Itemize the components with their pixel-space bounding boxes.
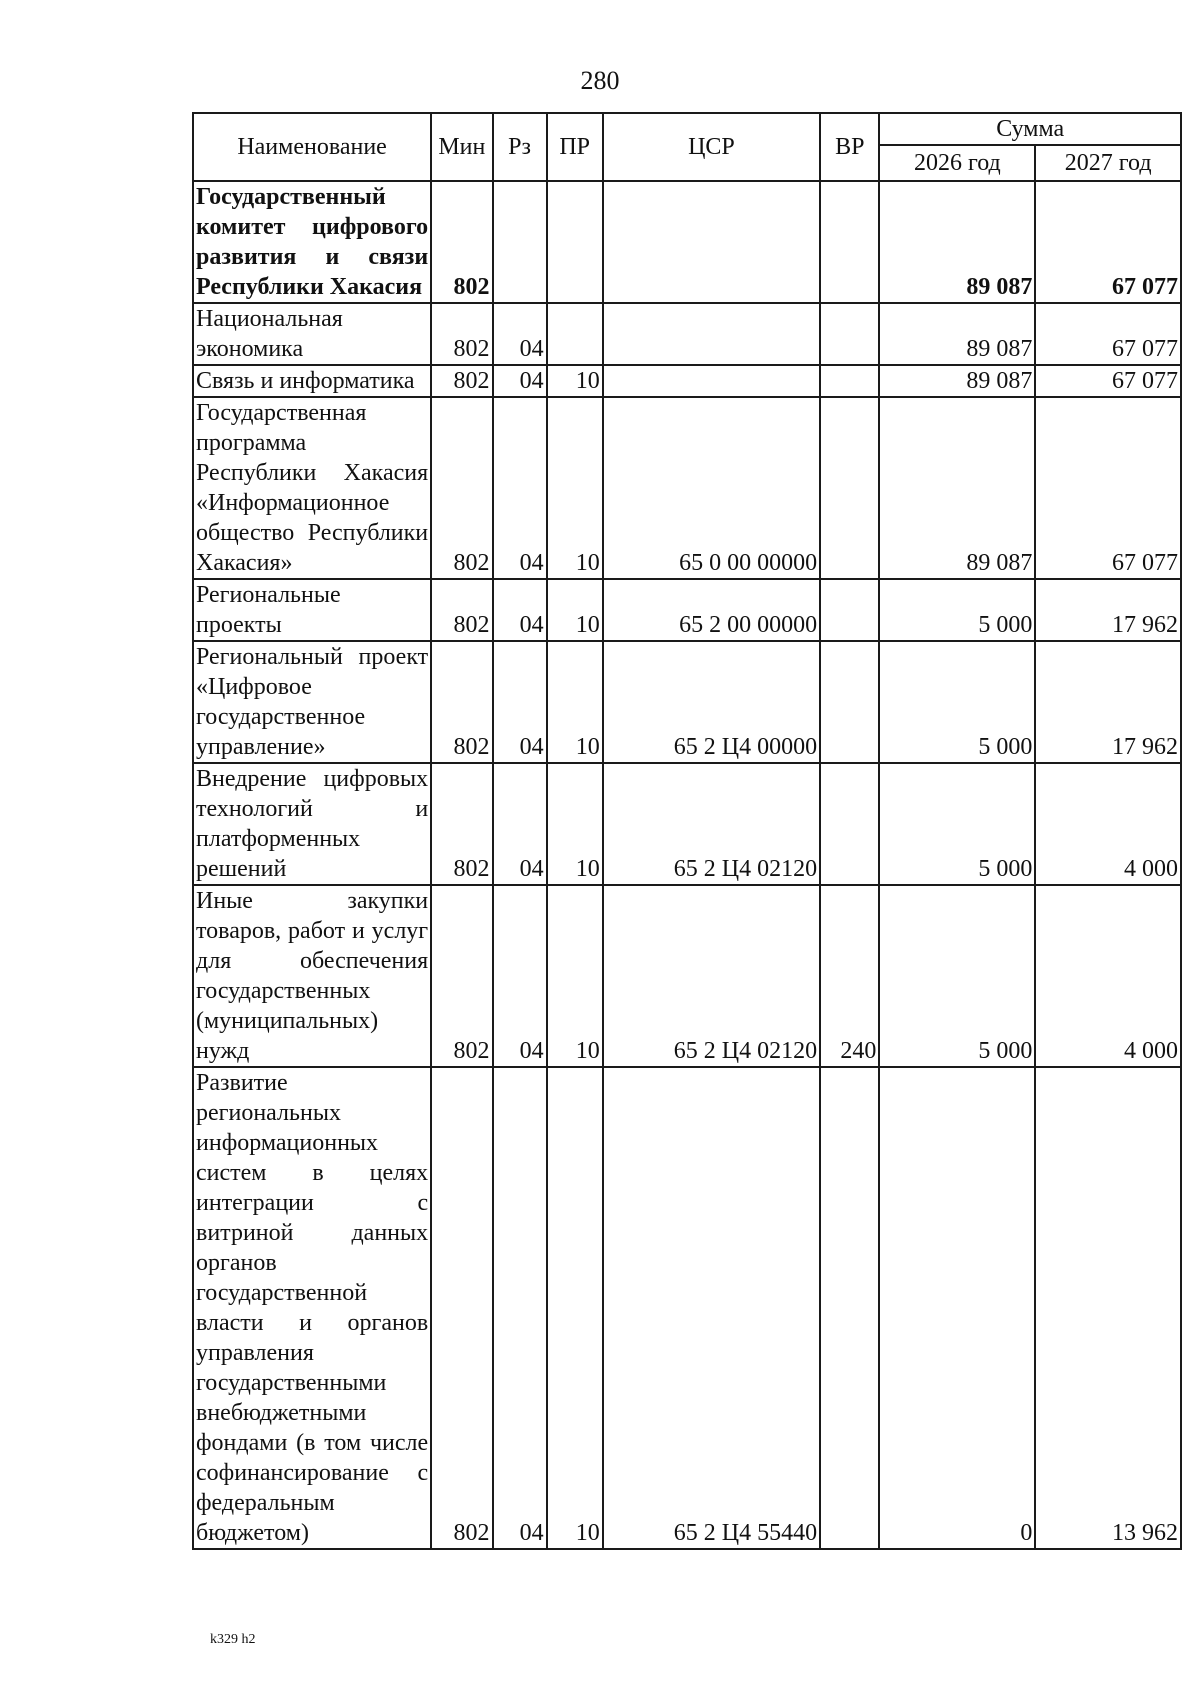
cell-min: 802 <box>431 365 492 397</box>
cell-2027: 17 962 <box>1035 641 1181 763</box>
cell-name: Региональный проект «Цифровое государственное управление» <box>193 641 431 763</box>
cell-min: 802 <box>431 181 492 303</box>
cell-vr <box>820 365 879 397</box>
cell-min: 802 <box>431 763 492 885</box>
cell-vr <box>820 397 879 579</box>
header-year-2026: 2026 год <box>879 145 1035 181</box>
cell-2026: 89 087 <box>879 397 1035 579</box>
cell-pr: 10 <box>547 579 603 641</box>
cell-rz: 04 <box>493 885 547 1067</box>
header-pr: ПР <box>547 113 603 181</box>
cell-csr <box>603 303 820 365</box>
cell-pr: 10 <box>547 1067 603 1549</box>
table-row <box>193 303 1181 365</box>
cell-pr: 10 <box>547 397 603 579</box>
cell-csr <box>603 365 820 397</box>
cell-2027: 67 077 <box>1035 397 1181 579</box>
cell-csr: 65 0 00 00000 <box>603 397 820 579</box>
cell-pr: 10 <box>547 365 603 397</box>
cell-name: Связь и информатика <box>193 365 431 397</box>
cell-csr: 65 2 00 00000 <box>603 579 820 641</box>
cell-2026: 89 087 <box>879 181 1035 303</box>
cell-vr: 240 <box>820 885 879 1067</box>
cell-vr <box>820 579 879 641</box>
cell-2027: 67 077 <box>1035 365 1181 397</box>
page-number: 280 <box>580 66 620 95</box>
cell-rz: 04 <box>493 303 547 365</box>
table-row <box>193 763 1181 885</box>
cell-rz: 04 <box>493 365 547 397</box>
header-sum: Сумма <box>879 113 1181 145</box>
cell-vr <box>820 763 879 885</box>
cell-csr <box>603 181 820 303</box>
cell-rz: 04 <box>493 1067 547 1549</box>
cell-min: 802 <box>431 303 492 365</box>
cell-rz: 04 <box>493 579 547 641</box>
cell-min: 802 <box>431 1067 492 1549</box>
cell-csr: 65 2 Ц4 02120 <box>603 763 820 885</box>
cell-2027: 67 077 <box>1035 303 1181 365</box>
header-rz: Рз <box>493 113 547 181</box>
cell-rz: 04 <box>493 763 547 885</box>
table-row <box>193 885 1181 1067</box>
footer-code: k329 h2 <box>210 1632 256 1647</box>
table-row <box>193 579 1181 641</box>
cell-rz <box>493 181 547 303</box>
cell-vr <box>820 303 879 365</box>
cell-pr: 10 <box>547 641 603 763</box>
header-csr: ЦСР <box>603 113 820 181</box>
cell-pr <box>547 181 603 303</box>
budget-table <box>192 112 1182 1550</box>
cell-2026: 0 <box>879 1067 1035 1549</box>
header-name: Наименование <box>193 113 431 181</box>
cell-csr: 65 2 Ц4 02120 <box>603 885 820 1067</box>
cell-name: Государственная программа Республики Хакасия «Информационное общество Республики Хакасия» <box>193 397 431 579</box>
table-row <box>193 181 1181 303</box>
table-row <box>193 1067 1181 1549</box>
cell-min: 802 <box>431 641 492 763</box>
cell-2026: 5 000 <box>879 641 1035 763</box>
table-row <box>193 641 1181 763</box>
header-min: Мин <box>431 113 492 181</box>
cell-min: 802 <box>431 579 492 641</box>
cell-name: Региональные проекты <box>193 579 431 641</box>
cell-min: 802 <box>431 397 492 579</box>
cell-name: Развитие региональных информационных систем в целях интеграции с витриной данных органов государственной власти и органов управления государственными внебюджетными фондами (в том числе софинансирование с федеральным бюджетом) <box>193 1067 431 1549</box>
cell-min: 802 <box>431 885 492 1067</box>
cell-2026: 89 087 <box>879 303 1035 365</box>
cell-vr <box>820 641 879 763</box>
header-year-2027: 2027 год <box>1035 145 1181 181</box>
cell-rz: 04 <box>493 397 547 579</box>
cell-2026: 89 087 <box>879 365 1035 397</box>
cell-2027: 4 000 <box>1035 763 1181 885</box>
cell-pr: 10 <box>547 763 603 885</box>
cell-name: Национальная экономика <box>193 303 431 365</box>
table-header <box>193 113 1181 181</box>
cell-2026: 5 000 <box>879 763 1035 885</box>
cell-2027: 13 962 <box>1035 1067 1181 1549</box>
cell-pr <box>547 303 603 365</box>
cell-csr: 65 2 Ц4 55440 <box>603 1067 820 1549</box>
cell-2027: 67 077 <box>1035 181 1181 303</box>
cell-rz: 04 <box>493 641 547 763</box>
cell-pr: 10 <box>547 885 603 1067</box>
cell-2027: 4 000 <box>1035 885 1181 1067</box>
cell-2026: 5 000 <box>879 885 1035 1067</box>
table-row <box>193 397 1181 579</box>
cell-name: Внедрение цифровых технологий и платформенных решений <box>193 763 431 885</box>
cell-vr <box>820 1067 879 1549</box>
cell-2026: 5 000 <box>879 579 1035 641</box>
cell-vr <box>820 181 879 303</box>
cell-csr: 65 2 Ц4 00000 <box>603 641 820 763</box>
cell-name: Иные закупки товаров, работ и услуг для обеспечения государственных (муниципальных) нужд <box>193 885 431 1067</box>
table-row <box>193 365 1181 397</box>
cell-name: Государственный комитет цифрового развития и связи Республики Хакасия <box>193 181 431 303</box>
cell-2027: 17 962 <box>1035 579 1181 641</box>
header-vr: ВР <box>820 113 879 181</box>
table-body <box>193 181 1181 1549</box>
